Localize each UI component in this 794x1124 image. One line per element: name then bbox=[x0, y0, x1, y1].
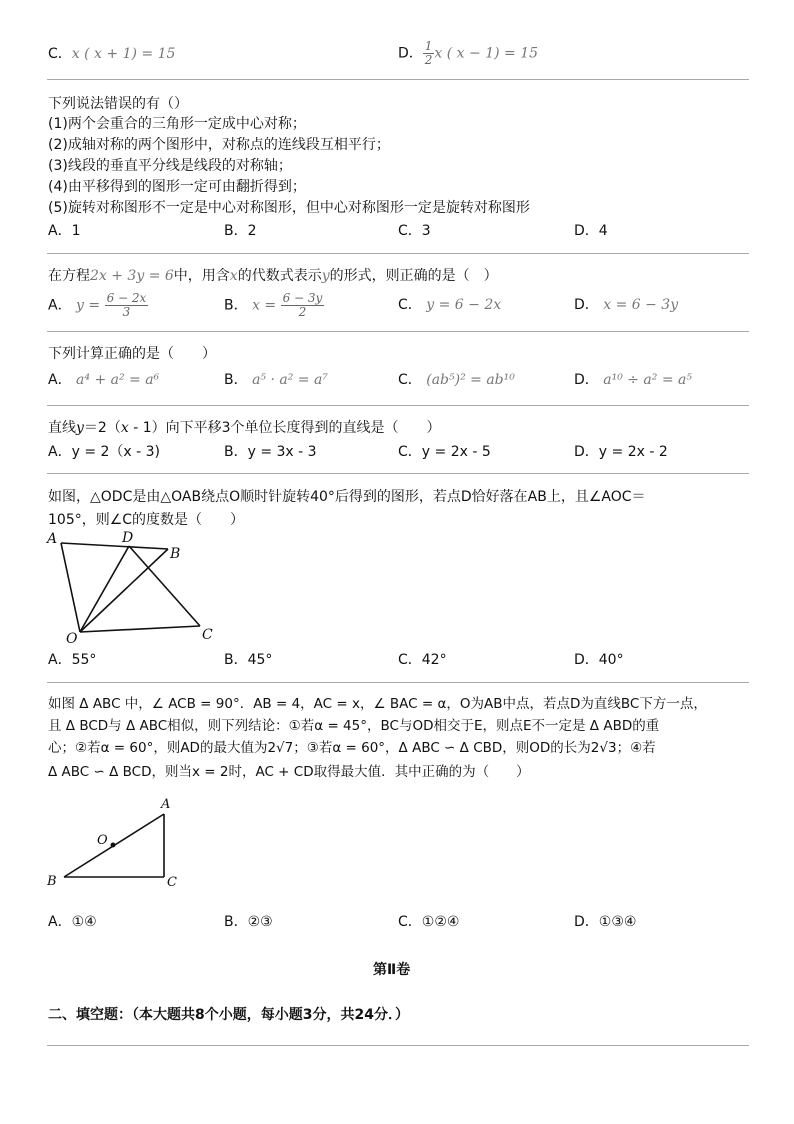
option-label: C． bbox=[398, 444, 422, 460]
option-c: C．①②④ bbox=[398, 914, 460, 930]
question-stem-line-2: 105°，则∠C的度数是（ ） bbox=[48, 512, 245, 528]
segment-od bbox=[80, 546, 129, 632]
option-c bbox=[398, 370, 515, 390]
question-stem: 下列计算正确的是（ ） bbox=[48, 346, 216, 362]
option-label: B． bbox=[224, 444, 248, 460]
fraction bbox=[105, 292, 149, 319]
option-b: B．45° bbox=[224, 652, 273, 668]
question-stem: 下列说法错误的有（） bbox=[48, 96, 188, 112]
question-stem bbox=[48, 266, 498, 286]
divider bbox=[47, 405, 749, 406]
midpoint-o bbox=[111, 843, 116, 848]
option-b: B．2 bbox=[224, 223, 257, 239]
statement-2: (2)成轴对称的两个图形中，对称点的连线段互相平行； bbox=[48, 137, 390, 153]
section-title: 二、填空题：（本大题共8个小题，每小题3分，共24分．） bbox=[48, 1007, 409, 1023]
fraction bbox=[423, 40, 435, 67]
option-a bbox=[48, 370, 159, 390]
option-expression: y = 3x - 3 bbox=[247, 444, 317, 460]
volume-title: 第Ⅱ卷 bbox=[373, 962, 411, 978]
stem-text: 的代数式表示 bbox=[237, 268, 322, 284]
fraction-denominator: 2 bbox=[298, 305, 307, 319]
option-b bbox=[224, 370, 328, 390]
option-c bbox=[398, 442, 491, 462]
option-expression: x ( x − 1) = 15 bbox=[434, 45, 539, 62]
label-c: C bbox=[202, 627, 213, 643]
option-label: B． bbox=[224, 297, 248, 314]
option-label: A． bbox=[48, 372, 72, 388]
statement-4: (4)由平移得到的图形一定可由翻折得到； bbox=[48, 179, 306, 195]
stem-text: 直线 bbox=[48, 420, 76, 436]
option-d bbox=[574, 442, 668, 462]
option-b bbox=[224, 442, 317, 462]
option-d bbox=[574, 370, 692, 390]
question-stem-line-4: Δ ABC ∽ Δ BCD，则当x = 2时，AC + CD取得最大值．其中正确的为（ ） bbox=[48, 764, 530, 780]
stem-text: 在方程 bbox=[48, 268, 90, 284]
fraction-numerator: 6 − 2x bbox=[106, 291, 147, 305]
option-expression: a⁵ · a² = a⁷ bbox=[252, 372, 328, 388]
variable: y bbox=[76, 420, 84, 436]
segment-ob bbox=[80, 549, 168, 632]
stem-text: 中，用含 bbox=[173, 268, 230, 284]
divider bbox=[47, 79, 749, 80]
option-label: C． bbox=[48, 46, 72, 62]
statement-5: (5)旋转对称图形不一定是中心对称图形，但中心对称图形一定是旋转对称图形 bbox=[48, 200, 530, 216]
option-expression: a¹⁰ ÷ a² = a⁵ bbox=[603, 372, 692, 388]
option-expression: y = bbox=[76, 297, 101, 314]
option-expression: a⁴ + a² = a⁶ bbox=[76, 372, 160, 388]
option-c bbox=[48, 44, 175, 64]
question-stem-line-1: 如图，△ODC是由△OAB绕点O顺时针旋转40°后得到的图形，若点D恰好落在AB上，且∠AOC＝ bbox=[48, 489, 646, 505]
option-expression: y = 2x - 5 bbox=[421, 444, 491, 460]
label-b: B bbox=[47, 874, 57, 889]
label-b: B bbox=[170, 546, 181, 562]
fraction bbox=[281, 292, 325, 319]
option-expression: y = 6 − 2x bbox=[426, 297, 502, 313]
option-label: A． bbox=[48, 444, 72, 460]
question-stem-line-3: 心；②若α = 60°，则AD的最大值为2√7；③若α = 60°，Δ ABC ∽ Δ CBD，则OD的长为2√3；④若 bbox=[48, 740, 656, 756]
option-b bbox=[224, 292, 324, 319]
label-a: A bbox=[161, 797, 171, 812]
option-label: D． bbox=[574, 297, 599, 313]
option-b: B．②③ bbox=[224, 914, 273, 930]
divider bbox=[47, 682, 749, 683]
statement-1: (1)两个会重合的三角形一定成中心对称； bbox=[48, 116, 306, 132]
divider bbox=[47, 253, 749, 254]
divider bbox=[47, 473, 749, 474]
question-stem-line-1: 如图 Δ ABC 中，∠ ACB = 90°．AB = 4，AC = x，∠ BAC = α，O为AB中点，若点D为直线BC下方一点， bbox=[48, 696, 707, 712]
variable: x bbox=[120, 420, 129, 436]
stem-text: 的形式，则正确的是（ ） bbox=[329, 268, 498, 284]
option-expression: y = 2（x - 3) bbox=[71, 444, 161, 460]
option-expression: (ab⁵)² = ab¹⁰ bbox=[426, 372, 515, 388]
right-triangle-figure bbox=[40, 792, 200, 892]
option-c bbox=[398, 295, 501, 315]
equation: 2x + 3y = 6 bbox=[90, 268, 174, 284]
question-stem bbox=[48, 418, 441, 438]
fraction-denominator: 3 bbox=[122, 305, 131, 319]
label-o: O bbox=[97, 833, 108, 848]
question-stem-line-2: 且 Δ BCD与 Δ ABC相似，则下列结论：①若α = 45°，BC与OD相交于E，则点E不一定是 Δ ABD的重 bbox=[48, 718, 660, 734]
option-d: D．40° bbox=[574, 652, 624, 668]
label-o: O bbox=[66, 631, 78, 647]
option-a bbox=[48, 292, 148, 319]
option-d: D．4 bbox=[574, 223, 608, 239]
option-label: C． bbox=[398, 372, 422, 388]
divider bbox=[47, 1045, 749, 1046]
option-a: A．1 bbox=[48, 223, 81, 239]
stem-text: ＝2（ bbox=[83, 420, 121, 436]
option-label: D． bbox=[398, 45, 423, 62]
stem-text: - 1）向下平移3个单位长度得到的直线是（ ） bbox=[128, 420, 441, 436]
fraction-denominator: 2 bbox=[424, 53, 433, 67]
option-c: C．3 bbox=[398, 223, 431, 239]
option-d: D．①③④ bbox=[574, 914, 637, 930]
label-c: C bbox=[167, 875, 177, 890]
option-d bbox=[398, 40, 538, 67]
option-expression: y = 2x - 2 bbox=[598, 444, 668, 460]
option-expression: x ( x + 1) = 15 bbox=[71, 46, 176, 62]
segment-dc bbox=[129, 546, 200, 626]
segment-ao bbox=[61, 543, 80, 632]
option-c: C．42° bbox=[398, 652, 447, 668]
option-a: A．①④ bbox=[48, 914, 97, 930]
option-label: C． bbox=[398, 297, 422, 313]
option-label: D． bbox=[574, 444, 599, 460]
fraction-numerator: 1 bbox=[424, 39, 433, 53]
option-a: A．55° bbox=[48, 652, 97, 668]
option-d bbox=[574, 295, 678, 315]
option-label: A． bbox=[48, 297, 72, 314]
option-label: B． bbox=[224, 372, 248, 388]
segment-oc bbox=[80, 626, 200, 632]
option-expression: x = 6 − 3y bbox=[603, 297, 679, 313]
segment-ab bbox=[61, 543, 168, 549]
option-label: D． bbox=[574, 372, 599, 388]
variable: y bbox=[321, 268, 330, 284]
label-d: D bbox=[122, 530, 134, 546]
option-expression: x = bbox=[252, 297, 277, 314]
fraction-numerator: 6 − 3y bbox=[282, 291, 323, 305]
variable: x bbox=[229, 268, 238, 284]
rotation-figure bbox=[40, 528, 230, 648]
option-a bbox=[48, 442, 160, 462]
statement-3: (3)线段的垂直平分线是线段的对称轴； bbox=[48, 158, 292, 174]
label-a: A bbox=[47, 531, 58, 547]
divider bbox=[47, 331, 749, 332]
